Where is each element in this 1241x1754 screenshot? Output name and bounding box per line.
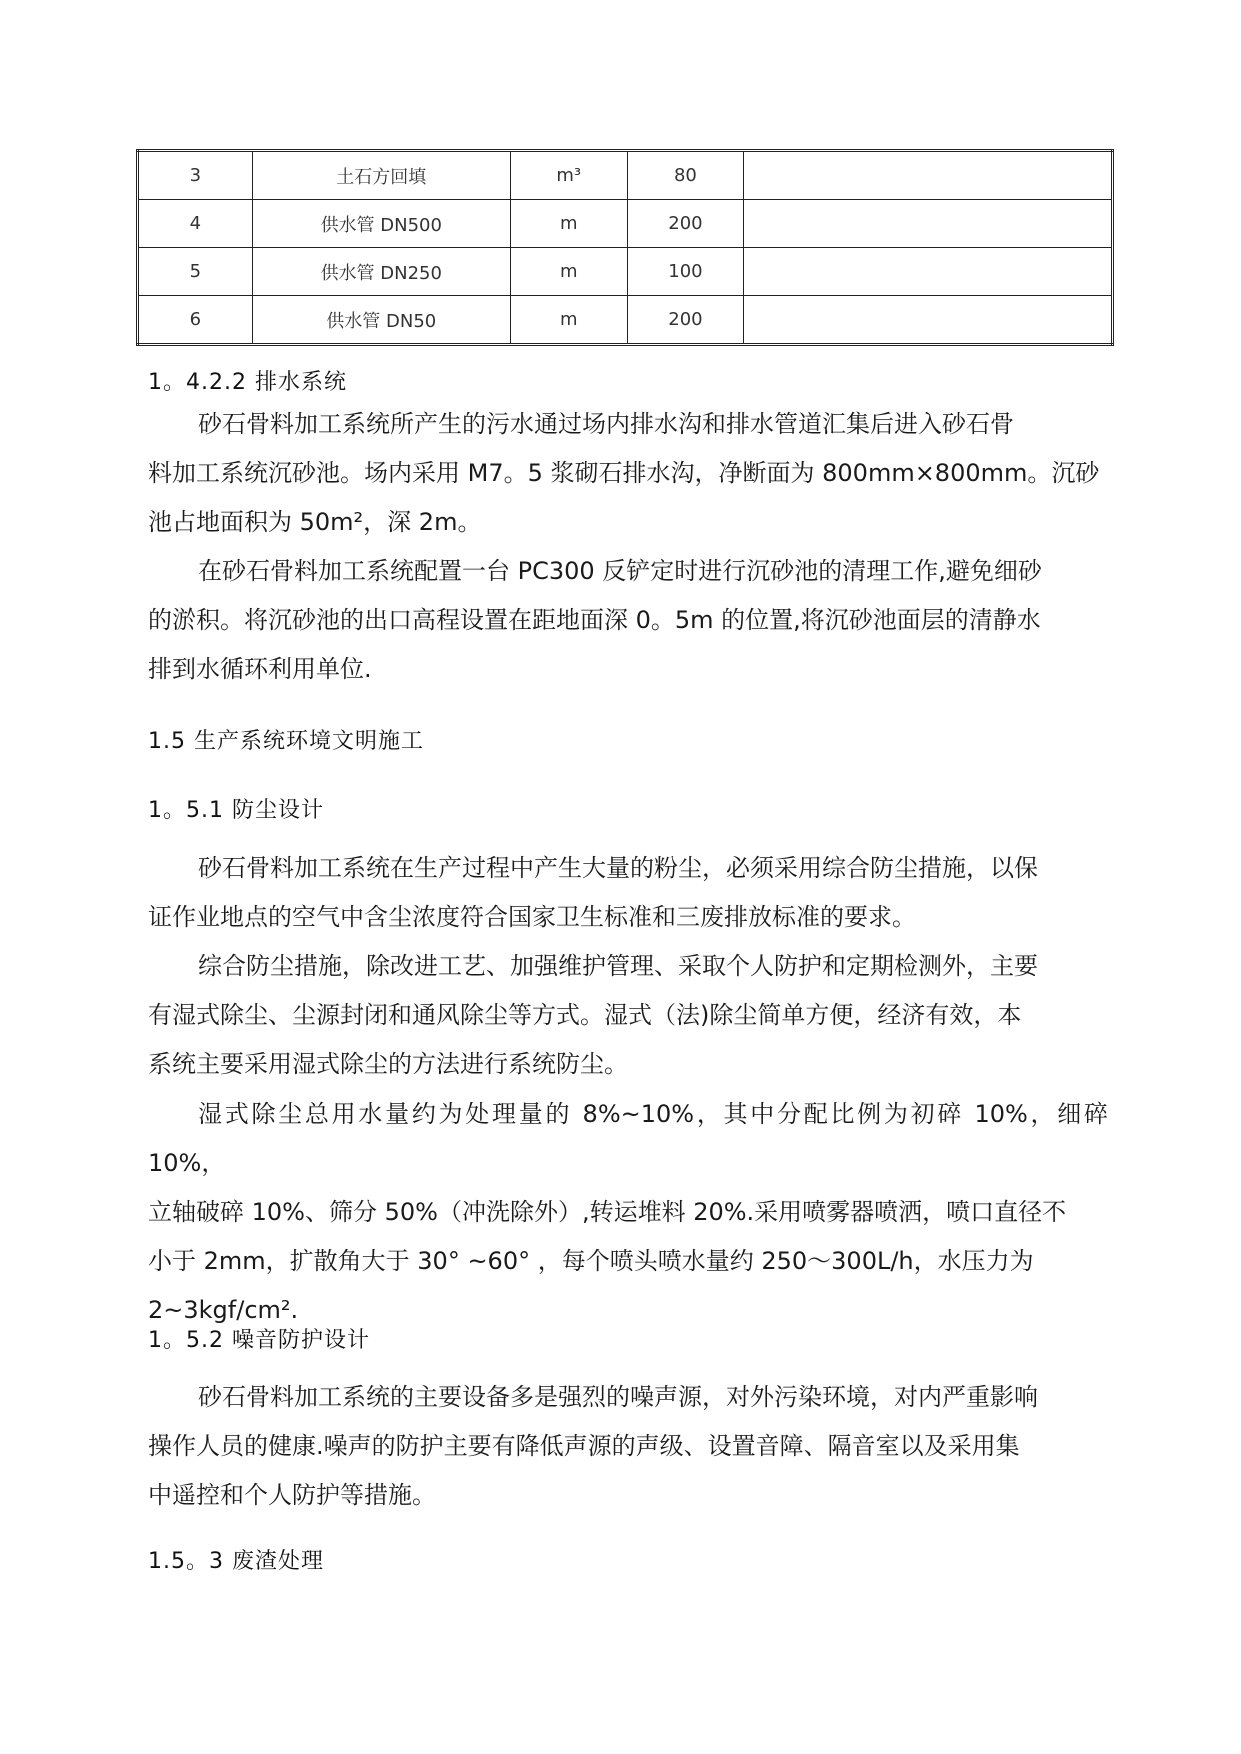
text-line: 砂石骨料加工系统所产生的污水通过场内排水沟和排水管道汇集后进入砂石骨: [198, 410, 1014, 438]
text-line: 证作业地点的空气中含尘浓度符合国家卫生标准和三废排放标准的要求。: [148, 903, 916, 931]
section-heading-waste: 1.5。3 废渣处理: [148, 1549, 324, 1574]
cell-item: 供水管 DN500: [252, 200, 510, 248]
cell-index: 4: [138, 200, 253, 248]
text-line: 料加工系统沉砂池。场内采用 M7。5 浆砌石排水沟，净断面为 800mm×800mm。沉砂: [148, 459, 1100, 487]
text-line: 湿式除尘总用水量约为处理量的 8%~10%，其中分配比例为初碎 10%，细碎 10%，: [148, 1100, 1108, 1177]
cell-unit: m³: [510, 151, 627, 200]
text-line: 系统主要采用湿式除尘的方法进行系统防尘。: [148, 1050, 628, 1078]
text-line: 排到水循环利用单位.: [148, 655, 372, 683]
cell-quantity: 100: [627, 248, 744, 296]
cell-index: 6: [138, 296, 253, 345]
text-line: 综合防尘措施，除改进工艺、加强维护管理、采取个人防护和定期检测外，主要: [198, 952, 1038, 980]
section-heading-dust: 1。5.1 防尘设计: [148, 798, 324, 823]
quantity-table: [136, 149, 1114, 346]
text-line: 砂石骨料加工系统在生产过程中产生大量的粉尘，必须采用综合防尘措施，以保: [198, 854, 1038, 882]
table-row: [138, 248, 1113, 296]
text-line: 操作人员的健康.噪声的防护主要有降低声源的声级、设置音障、隔音室以及采用集: [148, 1432, 1020, 1460]
cell-remark: [744, 248, 1113, 296]
cell-item: 供水管 DN250: [252, 248, 510, 296]
paragraph-noise-1: [148, 1373, 1108, 1520]
text-line: 小于 2mm，扩散角大于 30° ~60° ，每个喷头喷水量约 250～300L/h，水压力为: [148, 1247, 1034, 1275]
cell-unit: m: [510, 200, 627, 248]
section-heading-environment: 1.5 生产系统环境文明施工: [148, 729, 424, 754]
paragraph-dust-1: [148, 844, 1108, 942]
text-line: 砂石骨料加工系统的主要设备多是强烈的噪声源，对外污染环境，对内严重影响: [198, 1383, 1038, 1411]
cell-item: 土石方回填: [252, 151, 510, 200]
cell-remark: [744, 296, 1113, 345]
text-line: 池占地面积为 50m²，深 2m。: [148, 508, 482, 536]
text-line: 的淤积。将沉砂池的出口高程设置在距地面深 0。5m 的位置,将沉砂池面层的清静水: [148, 606, 1041, 634]
text-line: 在砂石骨料加工系统配置一台 PC300 反铲定时进行沉砂池的清理工作,避免细砂: [198, 557, 1042, 585]
cell-remark: [744, 151, 1113, 200]
cell-quantity: 200: [627, 296, 744, 345]
cell-quantity: 200: [627, 200, 744, 248]
paragraph-dust-2: [148, 942, 1108, 1089]
text-line: 中遥控和个人防护等措施。: [148, 1481, 436, 1509]
paragraph-drainage-2: [148, 547, 1108, 694]
cell-quantity: 80: [627, 151, 744, 200]
table-row: [138, 296, 1113, 345]
text-line: 立轴破碎 10%、筛分 50%（冲洗除外）,转运堆料 20%.采用喷雾器喷洒，喷口直径不: [148, 1198, 1067, 1226]
paragraph-dust-3: [148, 1090, 1108, 1335]
text-line: 有湿式除尘、尘源封闭和通风除尘等方式。湿式（法)除尘简单方便，经济有效，本: [148, 1001, 1022, 1029]
paragraph-drainage-1: [148, 400, 1108, 547]
section-heading-drainage: 1。4.2.2 排水系统: [148, 370, 347, 395]
cell-item: 供水管 DN50: [252, 296, 510, 345]
table-row: [138, 200, 1113, 248]
cell-unit: m: [510, 248, 627, 296]
cell-unit: m: [510, 296, 627, 345]
cell-index: 3: [138, 151, 253, 200]
table-row: [138, 151, 1113, 200]
text-line: 2~3kgf/cm².: [148, 1296, 299, 1324]
section-heading-noise: 1。5.2 噪音防护设计: [148, 1328, 370, 1353]
cell-index: 5: [138, 248, 253, 296]
cell-remark: [744, 200, 1113, 248]
